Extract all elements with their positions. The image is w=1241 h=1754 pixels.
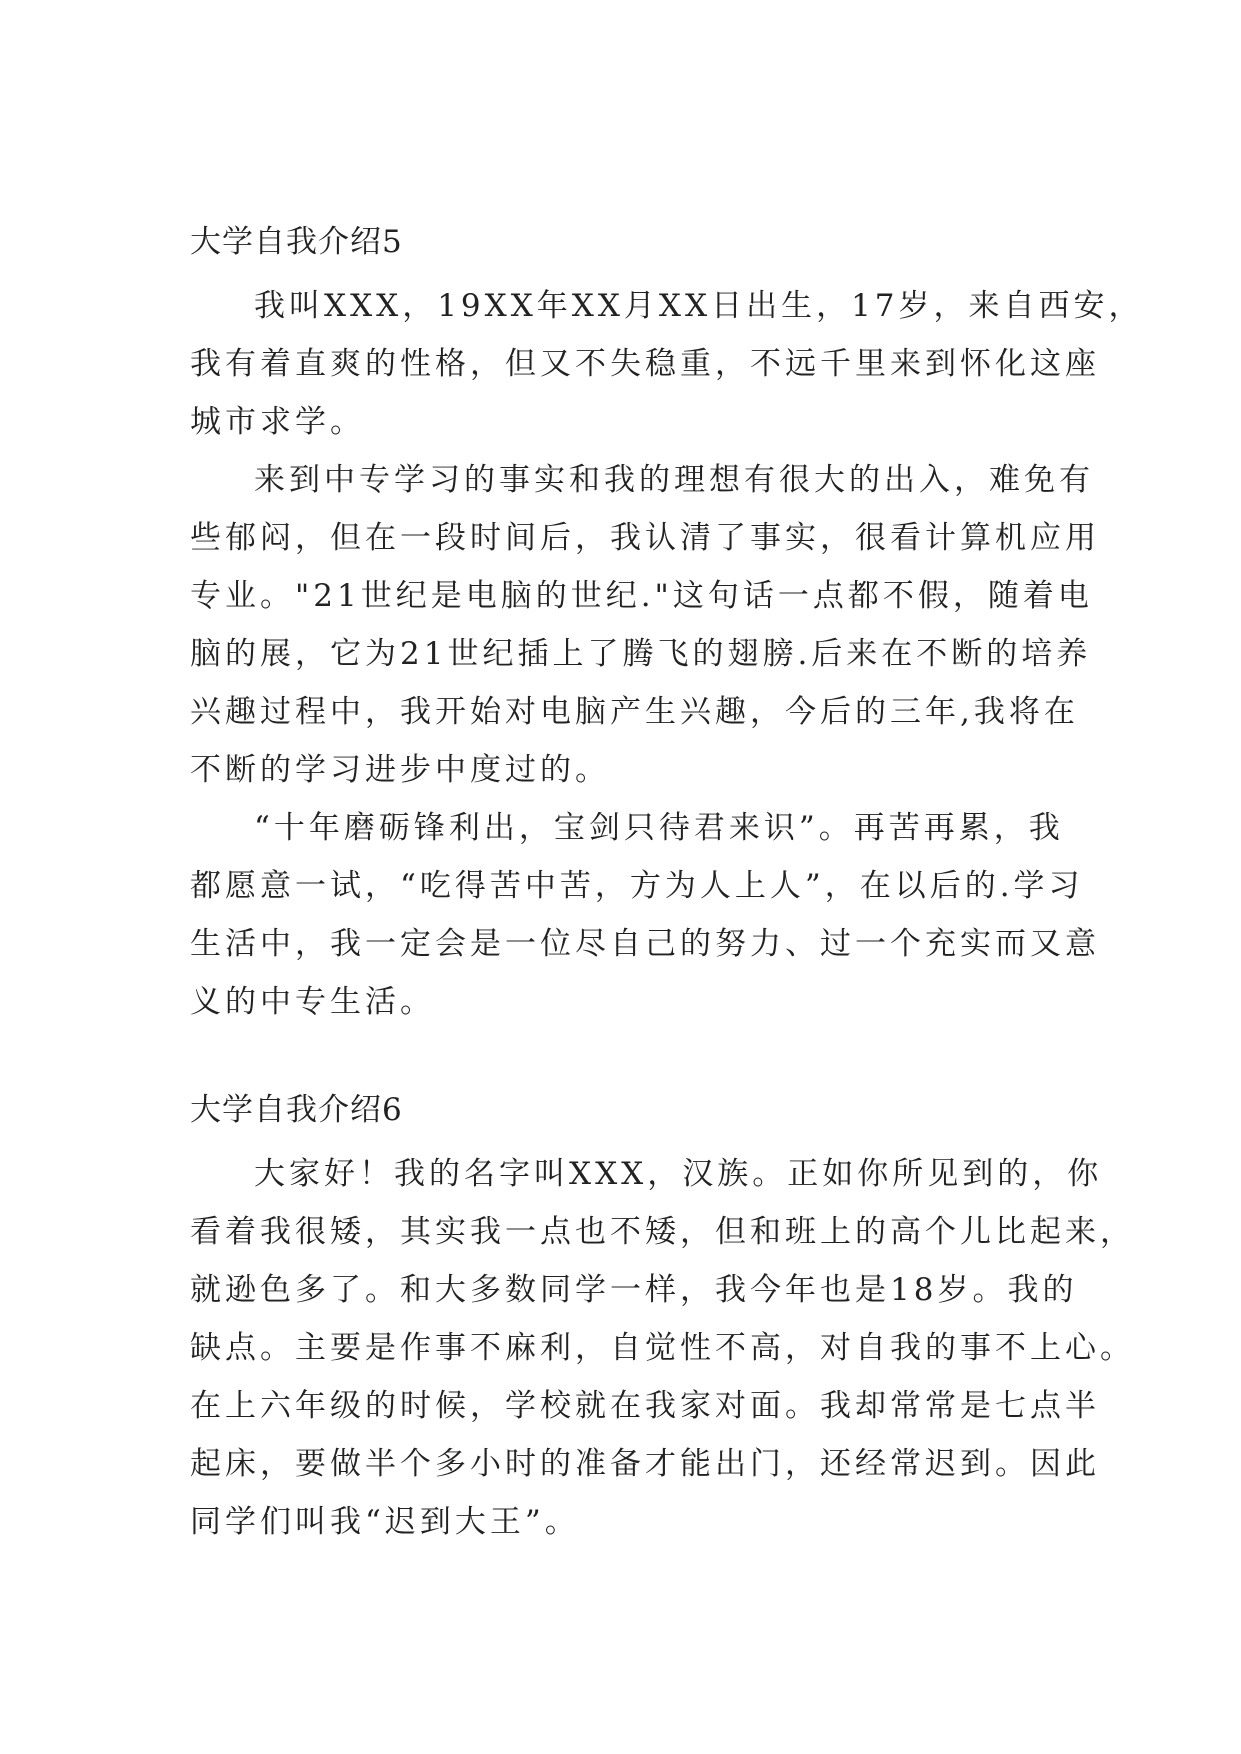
- paragraph-line: 都愿意一试，“吃得苦中苦，方为人上人”，在以后的.学习: [190, 868, 1084, 904]
- paragraph-line: 兴趣过程中，我开始对电脑产生兴趣，今后的三年,我将在: [190, 694, 1079, 730]
- section-heading: 大学自我介绍6: [190, 1092, 403, 1128]
- paragraph-line: 起床，要做半个多小时的准备才能出门，还经常迟到。因此: [190, 1446, 1100, 1482]
- section-self-intro-6: [190, 1090, 1135, 1551]
- paragraph-line: 就逊色多了。和大多数同学一样，我今年也是18岁。我的: [190, 1272, 1078, 1308]
- paragraph-line: 些郁闷，但在一段时间后，我认清了事实，很看计算机应用: [190, 520, 1100, 556]
- paragraph: [190, 277, 1144, 451]
- paragraph-line: 义的中专生活。: [190, 984, 435, 1020]
- paragraph-line: 不断的学习进步中度过的。: [190, 752, 610, 788]
- paragraph: [190, 1145, 1135, 1551]
- paragraph-line: 脑的展，它为21世纪插上了腾飞的翅膀.后来在不断的培养: [190, 636, 1092, 672]
- paragraph-line: 我叫XXX，19XX年XX月XX日出生，17岁，来自西安，: [254, 288, 1144, 324]
- paragraph-line: 城市求学。: [190, 404, 365, 440]
- paragraph-line: 看着我很矮，其实我一点也不矮，但和班上的高个儿比起来，: [190, 1214, 1135, 1250]
- section-self-intro-5: [190, 222, 1144, 1031]
- paragraph: [190, 799, 1100, 1031]
- section-heading: 大学自我介绍5: [190, 224, 403, 260]
- paragraph-line: “十年磨砺锋利出，宝剑只待君来识”。再苦再累，我: [254, 810, 1064, 846]
- paragraph-line: 生活中，我一定会是一位尽自己的努力、过一个充实而又意: [190, 926, 1100, 962]
- paragraph-line: 在上六年级的时候，学校就在我家对面。我却常常是七点半: [190, 1388, 1100, 1424]
- paragraph-line: 来到中专学习的事实和我的理想有很大的出入，难免有: [254, 462, 1094, 498]
- paragraph: [190, 451, 1100, 799]
- paragraph-line: 大家好！我的名字叫XXX，汉族。正如你所见到的，你: [254, 1156, 1103, 1192]
- paragraph-line: 缺点。主要是作事不麻利，自觉性不高，对自我的事不上心。: [190, 1330, 1135, 1366]
- paragraph-line: 我有着直爽的性格，但又不失稳重，不远千里来到怀化这座: [190, 346, 1100, 382]
- paragraph-line: 专业。"21世纪是电脑的世纪."这句话一点都不假，随着电: [190, 578, 1093, 614]
- paragraph-line: 同学们叫我“迟到大王”。: [190, 1504, 580, 1540]
